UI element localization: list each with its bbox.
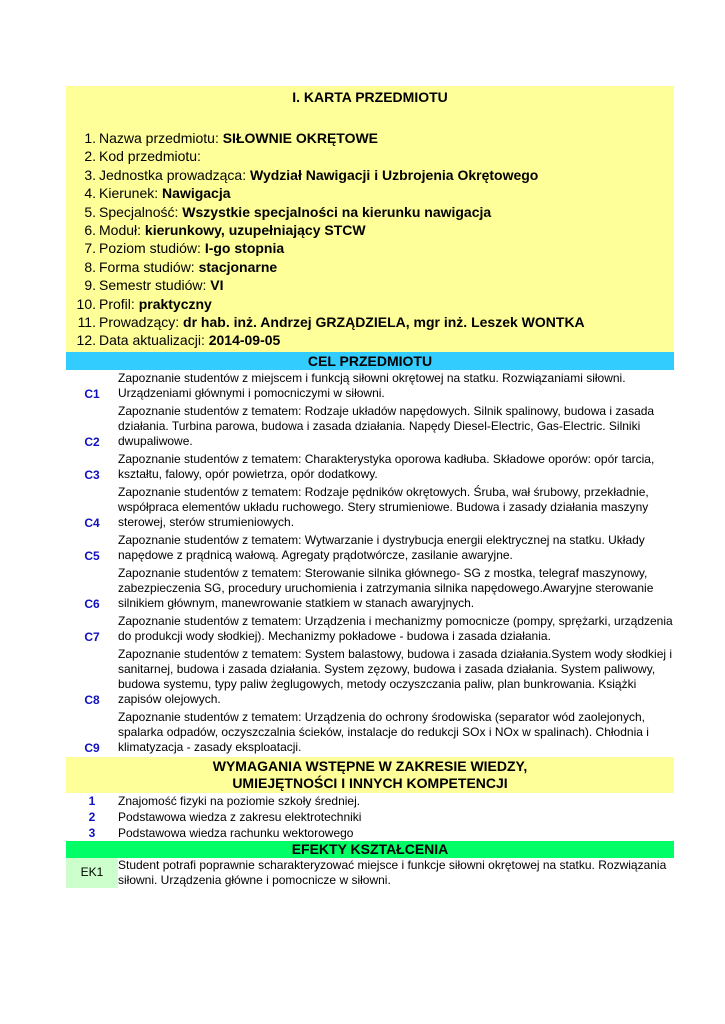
goal-text: Zapoznanie studentów z tematem: Urządzenia i mechanizmy pomocnicze (pompy, sprężarki, urządzenia do produkcji wody słodkiej). Mechanizmy pokładowe - budowa i zasada działania. (118, 613, 673, 643)
effects-table (66, 858, 674, 888)
info-item-code: 2. Kod przedmiotu: (84, 148, 201, 165)
goal-code: C4 (84, 515, 100, 530)
requirements-heading (66, 757, 674, 793)
requirement-code: 2 (88, 809, 96, 824)
course-info-list (66, 129, 674, 352)
goal-text: Zapoznanie studentów z tematem: System balastowy, budowa i zasada działania.System wody słodkiej i sanitarnej, budowa i zasada działania. System zęzowy, budowa i zasada działania. System paliwowy, budowa systemu, typy paliw żeglugowych, metody oczyszczania paliw, plan bunkrowania. Książki zapisów olejowych. (118, 646, 673, 706)
goals-table (66, 370, 674, 757)
goal-row (66, 709, 674, 757)
requirement-code: 3 (88, 825, 96, 840)
goal-row (66, 532, 674, 565)
info-item-level: 7. Poziom studiów: I-go stopnia (84, 240, 285, 257)
goal-row (66, 646, 674, 709)
requirement-row (66, 809, 674, 825)
goal-text: Zapoznanie studentów z tematem: Urządzenia do ochrony środowiska (separator wód zaolejonych, spalarka odpadów, oczyszczalnia ścieków, instalacje do redukcji SOx i NOx w spalinach). Chłodnia i klimatyzacja - zasady eksploatacji. (118, 709, 649, 754)
goal-row (66, 565, 674, 613)
goal-code: C9 (84, 740, 100, 755)
info-item-specialty: 5. Specjalność: Wszystkie specjalności na kierunku nawigacja (84, 203, 492, 220)
effect-code: EK1 (66, 858, 118, 888)
requirement-text: Znajomość fizyki na poziomie szkoły średniej. (118, 793, 361, 808)
goal-code: C5 (84, 548, 100, 563)
goal-code: C3 (84, 467, 100, 482)
course-card-header (66, 86, 674, 352)
goal-row (66, 370, 674, 403)
info-item-semester: 9. Semestr studiów: VI (84, 277, 224, 294)
goal-code: C8 (84, 692, 100, 707)
info-item-module: 6. Moduł: kierunkowy, uzupełniający STCW (84, 221, 366, 238)
goals-heading: CEL PRZEDMIOTU (66, 352, 674, 370)
goal-text: Zapoznanie studentów z tematem: Wytwarzanie i dystrybucja energii elektrycznej na statku. Układy napędowe z prądnicą wałową. Agregaty prądotwórcze, zasilanie awaryjne. (118, 532, 645, 562)
requirement-row (66, 793, 674, 809)
goal-text: Zapoznanie studentów z tematem: Charakterystyka oporowa kadłuba. Składowe oporów: opór tarcia, kształtu, falowy, opór powietrza, opór dodatkowy. (118, 451, 655, 481)
requirements-heading-line1: WYMAGANIA WSTĘPNE W ZAKRESIE WIEDZY, (212, 757, 528, 774)
goal-row (66, 451, 674, 484)
goal-code: C1 (84, 386, 100, 401)
info-item-form: 8. Forma studiów: stacjonarne (84, 258, 278, 275)
requirement-code: 1 (88, 793, 96, 808)
card-title: I. KARTA PRZEDMIOTU (292, 89, 448, 105)
goal-row (66, 484, 674, 532)
effect-text: Student potrafi poprawnie scharakteryzować miejsce i funkcje siłowni okrętowej na statku. Rozwiązania siłowni. Urządzenia główne i pomocnicze w siłowni. (118, 857, 667, 887)
requirement-row (66, 825, 674, 841)
requirements-table (66, 793, 674, 841)
goal-row (66, 403, 674, 451)
effect-row (66, 858, 674, 888)
info-item-profile: 10. Profil: praktyczny (76, 295, 212, 312)
info-item-updated: 12. Data aktualizacji: 2014-09-05 (76, 332, 281, 349)
requirement-text: Podstawowa wiedza z zakresu elektrotechniki (118, 809, 362, 824)
goal-code: C2 (84, 434, 100, 449)
goal-row (66, 613, 674, 646)
info-item-unit: 3. Jednostka prowadząca: Wydział Nawigacji i Uzbrojenia Okrętowego (84, 166, 539, 183)
goal-text: Zapoznanie studentów z miejscem i funkcją siłowni okrętowej na statku. Rozwiązaniami siłowni. Urządzeniami głównymi i pomocniczymi w siłowni. (118, 370, 626, 400)
requirements-heading-line2: UMIEJĘTNOŚCI I INNYCH KOMPETENCJI (232, 774, 508, 791)
goal-text: Zapoznanie studentów z tematem: Rodzaje pędników okrętowych. Śruba, wał śrubowy, przekładnie, współpraca elementów układu ruchowego. Stery strumieniowe. Budowa i zasady działania maszyny sterowej, sterów strumieniowych. (118, 484, 649, 529)
requirement-text: Podstawowa wiedza rachunku wektorowego (118, 825, 354, 840)
goal-text: Zapoznanie studentów z tematem: Sterowanie silnika głównego- SG z mostka, telegraf maszynowy, zabezpieczenia SG, procedury uruchomienia i zatrzymania silnika napędowego.Awaryjne sterowanie silnikiem głównym, manewrowanie statkiem w stanach awaryjnych. (118, 565, 654, 610)
info-item-name: 1. Nazwa przedmiotu: SIŁOWNIE OKRĘTOWE (84, 130, 379, 146)
info-item-field: 4. Kierunek: Nawigacja (84, 185, 231, 202)
goal-code: C6 (84, 596, 100, 611)
goal-text: Zapoznanie studentów z tematem: Rodzaje układów napędowych. Silnik spalinowy, budowa i zasada działania. Turbina parowa, budowa i zasada działania. Napędy Diesel-Electric, Gas-Electric. Silniki dwupaliwowe. (118, 403, 655, 448)
course-card-sheet (66, 86, 674, 888)
effects-heading: EFEKTY KSZTAŁCENIA (66, 841, 674, 858)
info-item-lecturer: 11. Prowadzący: dr hab. inż. Andrzej GRZĄDZIELA, mgr inż. Leszek WONTKA (77, 313, 585, 330)
goal-code: C7 (84, 629, 100, 644)
